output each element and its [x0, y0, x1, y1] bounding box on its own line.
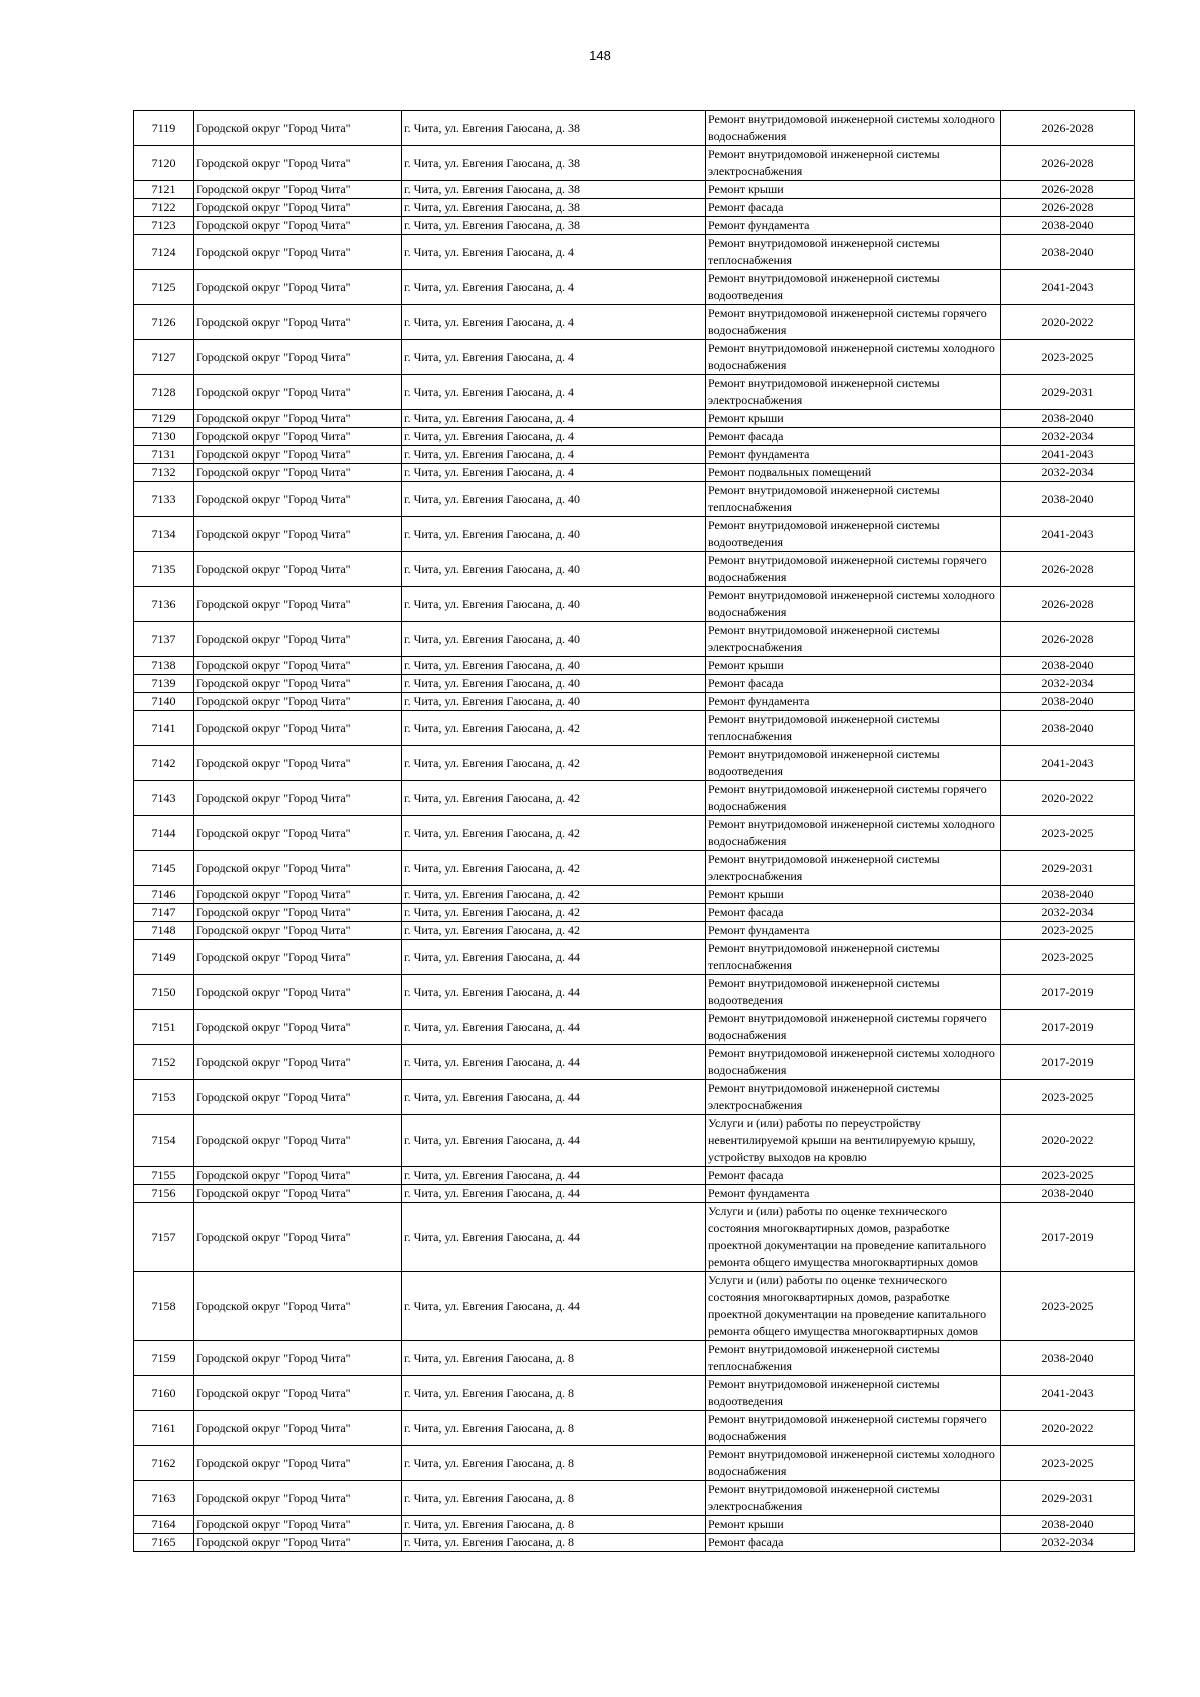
work-type-cell: Ремонт подвальных помещений	[706, 464, 1001, 482]
table-row	[134, 657, 1135, 675]
work-type-cell: Ремонт крыши	[706, 410, 1001, 428]
municipality-cell: Городской округ "Город Чита"	[194, 270, 402, 305]
table-body	[134, 111, 1135, 1552]
work-type-cell: Ремонт фундамента	[706, 217, 1001, 235]
table-row	[134, 922, 1135, 940]
work-type-cell: Ремонт внутридомовой инженерной системы горячего водоснабжения	[706, 1411, 1001, 1446]
municipality-cell: Городской округ "Город Чита"	[194, 975, 402, 1010]
table-row	[134, 711, 1135, 746]
row-number-cell: 7125	[134, 270, 194, 305]
period-cell: 2026-2028	[1001, 552, 1135, 587]
municipality-cell: Городской округ "Город Чита"	[194, 1080, 402, 1115]
row-number-cell: 7119	[134, 111, 194, 146]
row-number-cell: 7133	[134, 482, 194, 517]
row-number-cell: 7136	[134, 587, 194, 622]
work-type-cell: Ремонт внутридомовой инженерной системы электроснабжения	[706, 622, 1001, 657]
table-row	[134, 675, 1135, 693]
period-cell: 2020-2022	[1001, 781, 1135, 816]
work-type-cell: Ремонт фасада	[706, 675, 1001, 693]
municipality-cell: Городской округ "Город Чита"	[194, 746, 402, 781]
work-type-cell: Ремонт внутридомовой инженерной системы теплоснабжения	[706, 711, 1001, 746]
work-type-cell: Ремонт внутридомовой инженерной системы холодного водоснабжения	[706, 1045, 1001, 1080]
table-row	[134, 1411, 1135, 1446]
period-cell: 2023-2025	[1001, 922, 1135, 940]
table-row	[134, 146, 1135, 181]
municipality-cell: Городской округ "Город Чита"	[194, 886, 402, 904]
row-number-cell: 7161	[134, 1411, 194, 1446]
address-cell: г. Чита, ул. Евгения Гаюсана, д. 40	[402, 622, 706, 657]
address-cell: г. Чита, ул. Евгения Гаюсана, д. 40	[402, 587, 706, 622]
address-cell: г. Чита, ул. Евгения Гаюсана, д. 38	[402, 111, 706, 146]
row-number-cell: 7131	[134, 446, 194, 464]
period-cell: 2032-2034	[1001, 1534, 1135, 1552]
address-cell: г. Чита, ул. Евгения Гаюсана, д. 40	[402, 482, 706, 517]
row-number-cell: 7132	[134, 464, 194, 482]
work-type-cell: Ремонт внутридомовой инженерной системы электроснабжения	[706, 146, 1001, 181]
municipality-cell: Городской округ "Город Чита"	[194, 1411, 402, 1446]
period-cell: 2032-2034	[1001, 675, 1135, 693]
period-cell: 2038-2040	[1001, 1341, 1135, 1376]
period-cell: 2038-2040	[1001, 886, 1135, 904]
table-row	[134, 305, 1135, 340]
address-cell: г. Чита, ул. Евгения Гаюсана, д. 4	[402, 410, 706, 428]
row-number-cell: 7151	[134, 1010, 194, 1045]
municipality-cell: Городской округ "Город Чита"	[194, 587, 402, 622]
table-row	[134, 1167, 1135, 1185]
municipality-cell: Городской округ "Город Чита"	[194, 904, 402, 922]
period-cell: 2038-2040	[1001, 657, 1135, 675]
period-cell: 2023-2025	[1001, 1446, 1135, 1481]
municipality-cell: Городской округ "Город Чита"	[194, 1446, 402, 1481]
table-row	[134, 552, 1135, 587]
address-cell: г. Чита, ул. Евгения Гаюсана, д. 44	[402, 1272, 706, 1341]
row-number-cell: 7142	[134, 746, 194, 781]
table-row	[134, 446, 1135, 464]
work-type-cell: Ремонт внутридомовой инженерной системы водоотведения	[706, 517, 1001, 552]
municipality-cell: Городской округ "Город Чита"	[194, 552, 402, 587]
work-type-cell: Ремонт внутридомовой инженерной системы холодного водоснабжения	[706, 111, 1001, 146]
work-type-cell: Услуги и (или) работы по переустройству невентилируемой крыши на вентилируемую крышу, устройству выходов на кровлю	[706, 1115, 1001, 1167]
address-cell: г. Чита, ул. Евгения Гаюсана, д. 40	[402, 675, 706, 693]
address-cell: г. Чита, ул. Евгения Гаюсана, д. 44	[402, 1203, 706, 1272]
municipality-cell: Городской округ "Город Чита"	[194, 217, 402, 235]
row-number-cell: 7139	[134, 675, 194, 693]
period-cell: 2023-2025	[1001, 1167, 1135, 1185]
address-cell: г. Чита, ул. Евгения Гаюсана, д. 38	[402, 199, 706, 217]
table-row	[134, 904, 1135, 922]
repair-program-table	[133, 110, 1135, 1552]
municipality-cell: Городской округ "Город Чита"	[194, 517, 402, 552]
row-number-cell: 7152	[134, 1045, 194, 1080]
work-type-cell: Ремонт внутридомовой инженерной системы холодного водоснабжения	[706, 587, 1001, 622]
address-cell: г. Чита, ул. Евгения Гаюсана, д. 4	[402, 340, 706, 375]
work-type-cell: Ремонт внутридомовой инженерной системы водоотведения	[706, 270, 1001, 305]
work-type-cell: Ремонт фундамента	[706, 446, 1001, 464]
period-cell: 2017-2019	[1001, 1203, 1135, 1272]
period-cell: 2017-2019	[1001, 1045, 1135, 1080]
period-cell: 2029-2031	[1001, 1481, 1135, 1516]
address-cell: г. Чита, ул. Евгения Гаюсана, д. 38	[402, 181, 706, 199]
municipality-cell: Городской округ "Город Чита"	[194, 1115, 402, 1167]
period-cell: 2032-2034	[1001, 464, 1135, 482]
municipality-cell: Городской округ "Город Чита"	[194, 1010, 402, 1045]
address-cell: г. Чита, ул. Евгения Гаюсана, д. 8	[402, 1341, 706, 1376]
address-cell: г. Чита, ул. Евгения Гаюсана, д. 8	[402, 1411, 706, 1446]
period-cell: 2038-2040	[1001, 693, 1135, 711]
row-number-cell: 7122	[134, 199, 194, 217]
work-type-cell: Ремонт фундамента	[706, 922, 1001, 940]
address-cell: г. Чита, ул. Евгения Гаюсана, д. 42	[402, 886, 706, 904]
municipality-cell: Городской округ "Город Чита"	[194, 1534, 402, 1552]
period-cell: 2026-2028	[1001, 587, 1135, 622]
table-row	[134, 1446, 1135, 1481]
table-row	[134, 886, 1135, 904]
period-cell: 2038-2040	[1001, 482, 1135, 517]
municipality-cell: Городской округ "Город Чита"	[194, 816, 402, 851]
address-cell: г. Чита, ул. Евгения Гаюсана, д. 40	[402, 657, 706, 675]
period-cell: 2038-2040	[1001, 1185, 1135, 1203]
municipality-cell: Городской округ "Город Чита"	[194, 410, 402, 428]
work-type-cell: Ремонт фасада	[706, 1167, 1001, 1185]
table-row	[134, 1534, 1135, 1552]
municipality-cell: Городской округ "Город Чита"	[194, 111, 402, 146]
period-cell: 2020-2022	[1001, 1411, 1135, 1446]
period-cell: 2038-2040	[1001, 410, 1135, 428]
period-cell: 2026-2028	[1001, 622, 1135, 657]
work-type-cell: Услуги и (или) работы по оценке технического состояния многоквартирных домов, разработке проектной документации на проведение капитального ремонта общего имущества многоквартирных домов	[706, 1203, 1001, 1272]
row-number-cell: 7154	[134, 1115, 194, 1167]
municipality-cell: Городской округ "Город Чита"	[194, 675, 402, 693]
table-row	[134, 464, 1135, 482]
address-cell: г. Чита, ул. Евгения Гаюсана, д. 42	[402, 746, 706, 781]
table-row	[134, 410, 1135, 428]
row-number-cell: 7134	[134, 517, 194, 552]
address-cell: г. Чита, ул. Евгения Гаюсана, д. 4	[402, 428, 706, 446]
table-row	[134, 975, 1135, 1010]
work-type-cell: Ремонт внутридомовой инженерной системы электроснабжения	[706, 375, 1001, 410]
row-number-cell: 7156	[134, 1185, 194, 1203]
period-cell: 2026-2028	[1001, 199, 1135, 217]
table-row	[134, 851, 1135, 886]
row-number-cell: 7141	[134, 711, 194, 746]
table-row	[134, 693, 1135, 711]
table-row	[134, 181, 1135, 199]
period-cell: 2038-2040	[1001, 1516, 1135, 1534]
table-row	[134, 1516, 1135, 1534]
municipality-cell: Городской округ "Город Чита"	[194, 482, 402, 517]
period-cell: 2026-2028	[1001, 146, 1135, 181]
address-cell: г. Чита, ул. Евгения Гаюсана, д. 42	[402, 816, 706, 851]
table-row	[134, 781, 1135, 816]
work-type-cell: Ремонт крыши	[706, 886, 1001, 904]
table-row	[134, 1115, 1135, 1167]
address-cell: г. Чита, ул. Евгения Гаюсана, д. 44	[402, 1045, 706, 1080]
municipality-cell: Городской округ "Город Чита"	[194, 622, 402, 657]
address-cell: г. Чита, ул. Евгения Гаюсана, д. 4	[402, 270, 706, 305]
municipality-cell: Городской округ "Город Чита"	[194, 375, 402, 410]
address-cell: г. Чита, ул. Евгения Гаюсана, д. 4	[402, 464, 706, 482]
period-cell: 2041-2043	[1001, 446, 1135, 464]
table-row	[134, 1045, 1135, 1080]
period-cell: 2041-2043	[1001, 746, 1135, 781]
municipality-cell: Городской округ "Город Чита"	[194, 1272, 402, 1341]
row-number-cell: 7138	[134, 657, 194, 675]
work-type-cell: Ремонт внутридомовой инженерной системы холодного водоснабжения	[706, 816, 1001, 851]
municipality-cell: Городской округ "Город Чита"	[194, 340, 402, 375]
table-row	[134, 235, 1135, 270]
address-cell: г. Чита, ул. Евгения Гаюсана, д. 8	[402, 1534, 706, 1552]
municipality-cell: Городской округ "Город Чита"	[194, 1341, 402, 1376]
row-number-cell: 7162	[134, 1446, 194, 1481]
work-type-cell: Ремонт внутридомовой инженерной системы теплоснабжения	[706, 940, 1001, 975]
municipality-cell: Городской округ "Город Чита"	[194, 1376, 402, 1411]
period-cell: 2041-2043	[1001, 270, 1135, 305]
address-cell: г. Чита, ул. Евгения Гаюсана, д. 44	[402, 1010, 706, 1045]
period-cell: 2038-2040	[1001, 235, 1135, 270]
row-number-cell: 7137	[134, 622, 194, 657]
work-type-cell: Ремонт внутридомовой инженерной системы электроснабжения	[706, 1481, 1001, 1516]
work-type-cell: Ремонт фасада	[706, 199, 1001, 217]
period-cell: 2026-2028	[1001, 181, 1135, 199]
table-row	[134, 940, 1135, 975]
address-cell: г. Чита, ул. Евгения Гаюсана, д. 42	[402, 781, 706, 816]
address-cell: г. Чита, ул. Евгения Гаюсана, д. 4	[402, 375, 706, 410]
table-row	[134, 482, 1135, 517]
address-cell: г. Чита, ул. Евгения Гаюсана, д. 44	[402, 1185, 706, 1203]
address-cell: г. Чита, ул. Евгения Гаюсана, д. 8	[402, 1446, 706, 1481]
table-row	[134, 340, 1135, 375]
municipality-cell: Городской округ "Город Чита"	[194, 305, 402, 340]
municipality-cell: Городской округ "Город Чита"	[194, 428, 402, 446]
period-cell: 2041-2043	[1001, 1376, 1135, 1411]
period-cell: 2017-2019	[1001, 975, 1135, 1010]
row-number-cell: 7144	[134, 816, 194, 851]
table-row	[134, 1010, 1135, 1045]
row-number-cell: 7165	[134, 1534, 194, 1552]
table-row	[134, 1481, 1135, 1516]
work-type-cell: Ремонт крыши	[706, 181, 1001, 199]
table-row	[134, 622, 1135, 657]
municipality-cell: Городской округ "Город Чита"	[194, 1045, 402, 1080]
row-number-cell: 7120	[134, 146, 194, 181]
period-cell: 2023-2025	[1001, 1272, 1135, 1341]
table-row	[134, 816, 1135, 851]
municipality-cell: Городской округ "Город Чита"	[194, 1481, 402, 1516]
work-type-cell: Ремонт внутридомовой инженерной системы теплоснабжения	[706, 235, 1001, 270]
address-cell: г. Чита, ул. Евгения Гаюсана, д. 44	[402, 1080, 706, 1115]
period-cell: 2038-2040	[1001, 711, 1135, 746]
table-row	[134, 217, 1135, 235]
row-number-cell: 7157	[134, 1203, 194, 1272]
municipality-cell: Городской округ "Город Чита"	[194, 781, 402, 816]
municipality-cell: Городской округ "Город Чита"	[194, 657, 402, 675]
address-cell: г. Чита, ул. Евгения Гаюсана, д. 4	[402, 446, 706, 464]
municipality-cell: Городской округ "Город Чита"	[194, 693, 402, 711]
work-type-cell: Ремонт крыши	[706, 657, 1001, 675]
period-cell: 2020-2022	[1001, 1115, 1135, 1167]
table-row	[134, 587, 1135, 622]
period-cell: 2023-2025	[1001, 816, 1135, 851]
period-cell: 2038-2040	[1001, 217, 1135, 235]
row-number-cell: 7148	[134, 922, 194, 940]
work-type-cell: Ремонт внутридомовой инженерной системы холодного водоснабжения	[706, 340, 1001, 375]
address-cell: г. Чита, ул. Евгения Гаюсана, д. 38	[402, 217, 706, 235]
work-type-cell: Ремонт внутридомовой инженерной системы водоотведения	[706, 746, 1001, 781]
table-row	[134, 111, 1135, 146]
period-cell: 2029-2031	[1001, 851, 1135, 886]
municipality-cell: Городской округ "Город Чита"	[194, 199, 402, 217]
work-type-cell: Ремонт внутридомовой инженерной системы водоотведения	[706, 1376, 1001, 1411]
table-row	[134, 270, 1135, 305]
table-row	[134, 428, 1135, 446]
row-number-cell: 7158	[134, 1272, 194, 1341]
address-cell: г. Чита, ул. Евгения Гаюсана, д. 4	[402, 235, 706, 270]
table-row	[134, 199, 1135, 217]
period-cell: 2023-2025	[1001, 1080, 1135, 1115]
work-type-cell: Ремонт фундамента	[706, 1185, 1001, 1203]
row-number-cell: 7153	[134, 1080, 194, 1115]
municipality-cell: Городской округ "Город Чита"	[194, 1203, 402, 1272]
row-number-cell: 7129	[134, 410, 194, 428]
address-cell: г. Чита, ул. Евгения Гаюсана, д. 44	[402, 975, 706, 1010]
work-type-cell: Ремонт фасада	[706, 1534, 1001, 1552]
address-cell: г. Чита, ул. Евгения Гаюсана, д. 40	[402, 552, 706, 587]
address-cell: г. Чита, ул. Евгения Гаюсана, д. 40	[402, 693, 706, 711]
work-type-cell: Ремонт внутридомовой инженерной системы горячего водоснабжения	[706, 552, 1001, 587]
table-row	[134, 1272, 1135, 1341]
municipality-cell: Городской округ "Город Чита"	[194, 464, 402, 482]
work-type-cell: Ремонт внутридомовой инженерной системы горячего водоснабжения	[706, 781, 1001, 816]
work-type-cell: Ремонт внутридомовой инженерной системы горячего водоснабжения	[706, 1010, 1001, 1045]
address-cell: г. Чита, ул. Евгения Гаюсана, д. 8	[402, 1481, 706, 1516]
period-cell: 2032-2034	[1001, 904, 1135, 922]
address-cell: г. Чита, ул. Евгения Гаюсана, д. 44	[402, 940, 706, 975]
municipality-cell: Городской округ "Город Чита"	[194, 446, 402, 464]
row-number-cell: 7164	[134, 1516, 194, 1534]
address-cell: г. Чита, ул. Евгения Гаюсана, д. 8	[402, 1516, 706, 1534]
row-number-cell: 7145	[134, 851, 194, 886]
work-type-cell: Ремонт внутридомовой инженерной системы водоотведения	[706, 975, 1001, 1010]
municipality-cell: Городской округ "Город Чита"	[194, 922, 402, 940]
row-number-cell: 7155	[134, 1167, 194, 1185]
address-cell: г. Чита, ул. Евгения Гаюсана, д. 8	[402, 1376, 706, 1411]
period-cell: 2023-2025	[1001, 340, 1135, 375]
row-number-cell: 7124	[134, 235, 194, 270]
municipality-cell: Городской округ "Город Чита"	[194, 1516, 402, 1534]
table-row	[134, 1080, 1135, 1115]
work-type-cell: Ремонт внутридомовой инженерной системы горячего водоснабжения	[706, 305, 1001, 340]
period-cell: 2020-2022	[1001, 305, 1135, 340]
row-number-cell: 7121	[134, 181, 194, 199]
address-cell: г. Чита, ул. Евгения Гаюсана, д. 4	[402, 305, 706, 340]
municipality-cell: Городской округ "Город Чита"	[194, 940, 402, 975]
page-number: 148	[589, 48, 611, 63]
row-number-cell: 7123	[134, 217, 194, 235]
work-type-cell: Ремонт внутридомовой инженерной системы теплоснабжения	[706, 1341, 1001, 1376]
work-type-cell: Ремонт фасада	[706, 904, 1001, 922]
work-type-cell: Ремонт фасада	[706, 428, 1001, 446]
period-cell: 2041-2043	[1001, 517, 1135, 552]
work-type-cell: Ремонт внутридомовой инженерной системы теплоснабжения	[706, 482, 1001, 517]
row-number-cell: 7147	[134, 904, 194, 922]
municipality-cell: Городской округ "Город Чита"	[194, 235, 402, 270]
period-cell: 2029-2031	[1001, 375, 1135, 410]
municipality-cell: Городской округ "Город Чита"	[194, 851, 402, 886]
address-cell: г. Чита, ул. Евгения Гаюсана, д. 42	[402, 851, 706, 886]
row-number-cell: 7149	[134, 940, 194, 975]
work-type-cell: Ремонт внутридомовой инженерной системы электроснабжения	[706, 851, 1001, 886]
row-number-cell: 7160	[134, 1376, 194, 1411]
work-type-cell: Услуги и (или) работы по оценке технического состояния многоквартирных домов, разработке проектной документации на проведение капитального ремонта общего имущества многоквартирных домов	[706, 1272, 1001, 1341]
address-cell: г. Чита, ул. Евгения Гаюсана, д. 44	[402, 1115, 706, 1167]
row-number-cell: 7150	[134, 975, 194, 1010]
address-cell: г. Чита, ул. Евгения Гаюсана, д. 42	[402, 711, 706, 746]
municipality-cell: Городской округ "Город Чита"	[194, 1185, 402, 1203]
work-type-cell: Ремонт внутридомовой инженерной системы холодного водоснабжения	[706, 1446, 1001, 1481]
row-number-cell: 7126	[134, 305, 194, 340]
table-row	[134, 1376, 1135, 1411]
municipality-cell: Городской округ "Город Чита"	[194, 711, 402, 746]
municipality-cell: Городской округ "Город Чита"	[194, 1167, 402, 1185]
row-number-cell: 7163	[134, 1481, 194, 1516]
period-cell: 2017-2019	[1001, 1010, 1135, 1045]
municipality-cell: Городской округ "Город Чита"	[194, 146, 402, 181]
row-number-cell: 7130	[134, 428, 194, 446]
address-cell: г. Чита, ул. Евгения Гаюсана, д. 42	[402, 922, 706, 940]
municipality-cell: Городской округ "Город Чита"	[194, 181, 402, 199]
row-number-cell: 7128	[134, 375, 194, 410]
table-row	[134, 1203, 1135, 1272]
table-row	[134, 375, 1135, 410]
period-cell: 2023-2025	[1001, 940, 1135, 975]
period-cell: 2026-2028	[1001, 111, 1135, 146]
work-type-cell: Ремонт крыши	[706, 1516, 1001, 1534]
address-cell: г. Чита, ул. Евгения Гаюсана, д. 40	[402, 517, 706, 552]
table-row	[134, 746, 1135, 781]
row-number-cell: 7143	[134, 781, 194, 816]
table-row	[134, 1341, 1135, 1376]
table-row	[134, 1185, 1135, 1203]
period-cell: 2032-2034	[1001, 428, 1135, 446]
row-number-cell: 7135	[134, 552, 194, 587]
work-type-cell: Ремонт фундамента	[706, 693, 1001, 711]
table-row	[134, 517, 1135, 552]
address-cell: г. Чита, ул. Евгения Гаюсана, д. 44	[402, 1167, 706, 1185]
row-number-cell: 7127	[134, 340, 194, 375]
address-cell: г. Чита, ул. Евгения Гаюсана, д. 38	[402, 146, 706, 181]
row-number-cell: 7140	[134, 693, 194, 711]
row-number-cell: 7146	[134, 886, 194, 904]
row-number-cell: 7159	[134, 1341, 194, 1376]
address-cell: г. Чита, ул. Евгения Гаюсана, д. 42	[402, 904, 706, 922]
work-type-cell: Ремонт внутридомовой инженерной системы электроснабжения	[706, 1080, 1001, 1115]
